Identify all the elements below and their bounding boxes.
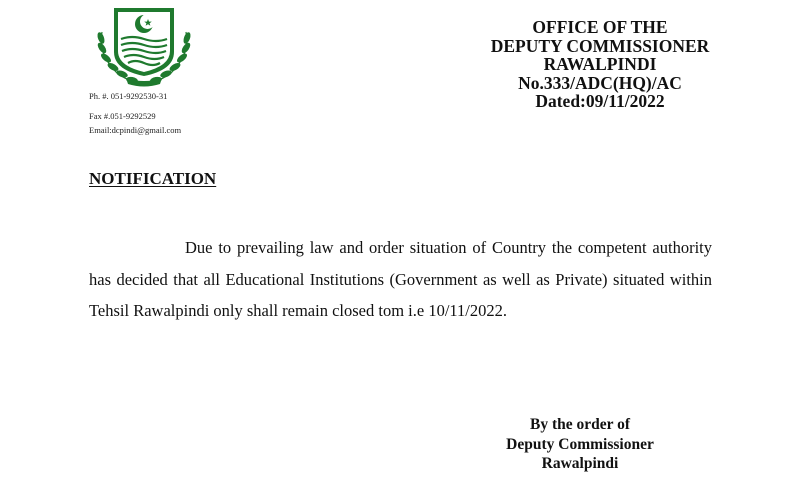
office-line: RAWALPINDI — [543, 54, 657, 74]
fax-number: Fax #.051-9292529 — [89, 111, 156, 121]
punjab-crest-icon — [88, 2, 200, 88]
signoff-line: By the order of — [529, 416, 631, 433]
phone-number: Ph. #. 051-9292530-31 — [89, 91, 168, 101]
signoff-block — [460, 415, 700, 474]
signoff-line: Deputy Commissioner — [506, 435, 654, 453]
email-address: Email:dcpindi@gmail.com — [89, 125, 182, 135]
office-line: DEPUTY COMMISSIONER — [490, 35, 710, 56]
reference-number: No.333/ADC(HQ)/AC — [518, 72, 682, 93]
office-header — [440, 18, 760, 111]
notification-title: NOTIFICATION — [89, 169, 217, 188]
issue-date: Dated:09/11/2022 — [535, 91, 665, 111]
office-line: OFFICE OF THE — [532, 17, 668, 37]
notification-body: Due to prevailing law and order situation of Country the competent authority has decided that all Educational Institutions (Government as well as Private) situated within Tehsil Rawalpindi only shall remain closed tom i.e 10/11/2022. — [89, 238, 712, 320]
signoff-line: Rawalpindi — [541, 455, 619, 472]
